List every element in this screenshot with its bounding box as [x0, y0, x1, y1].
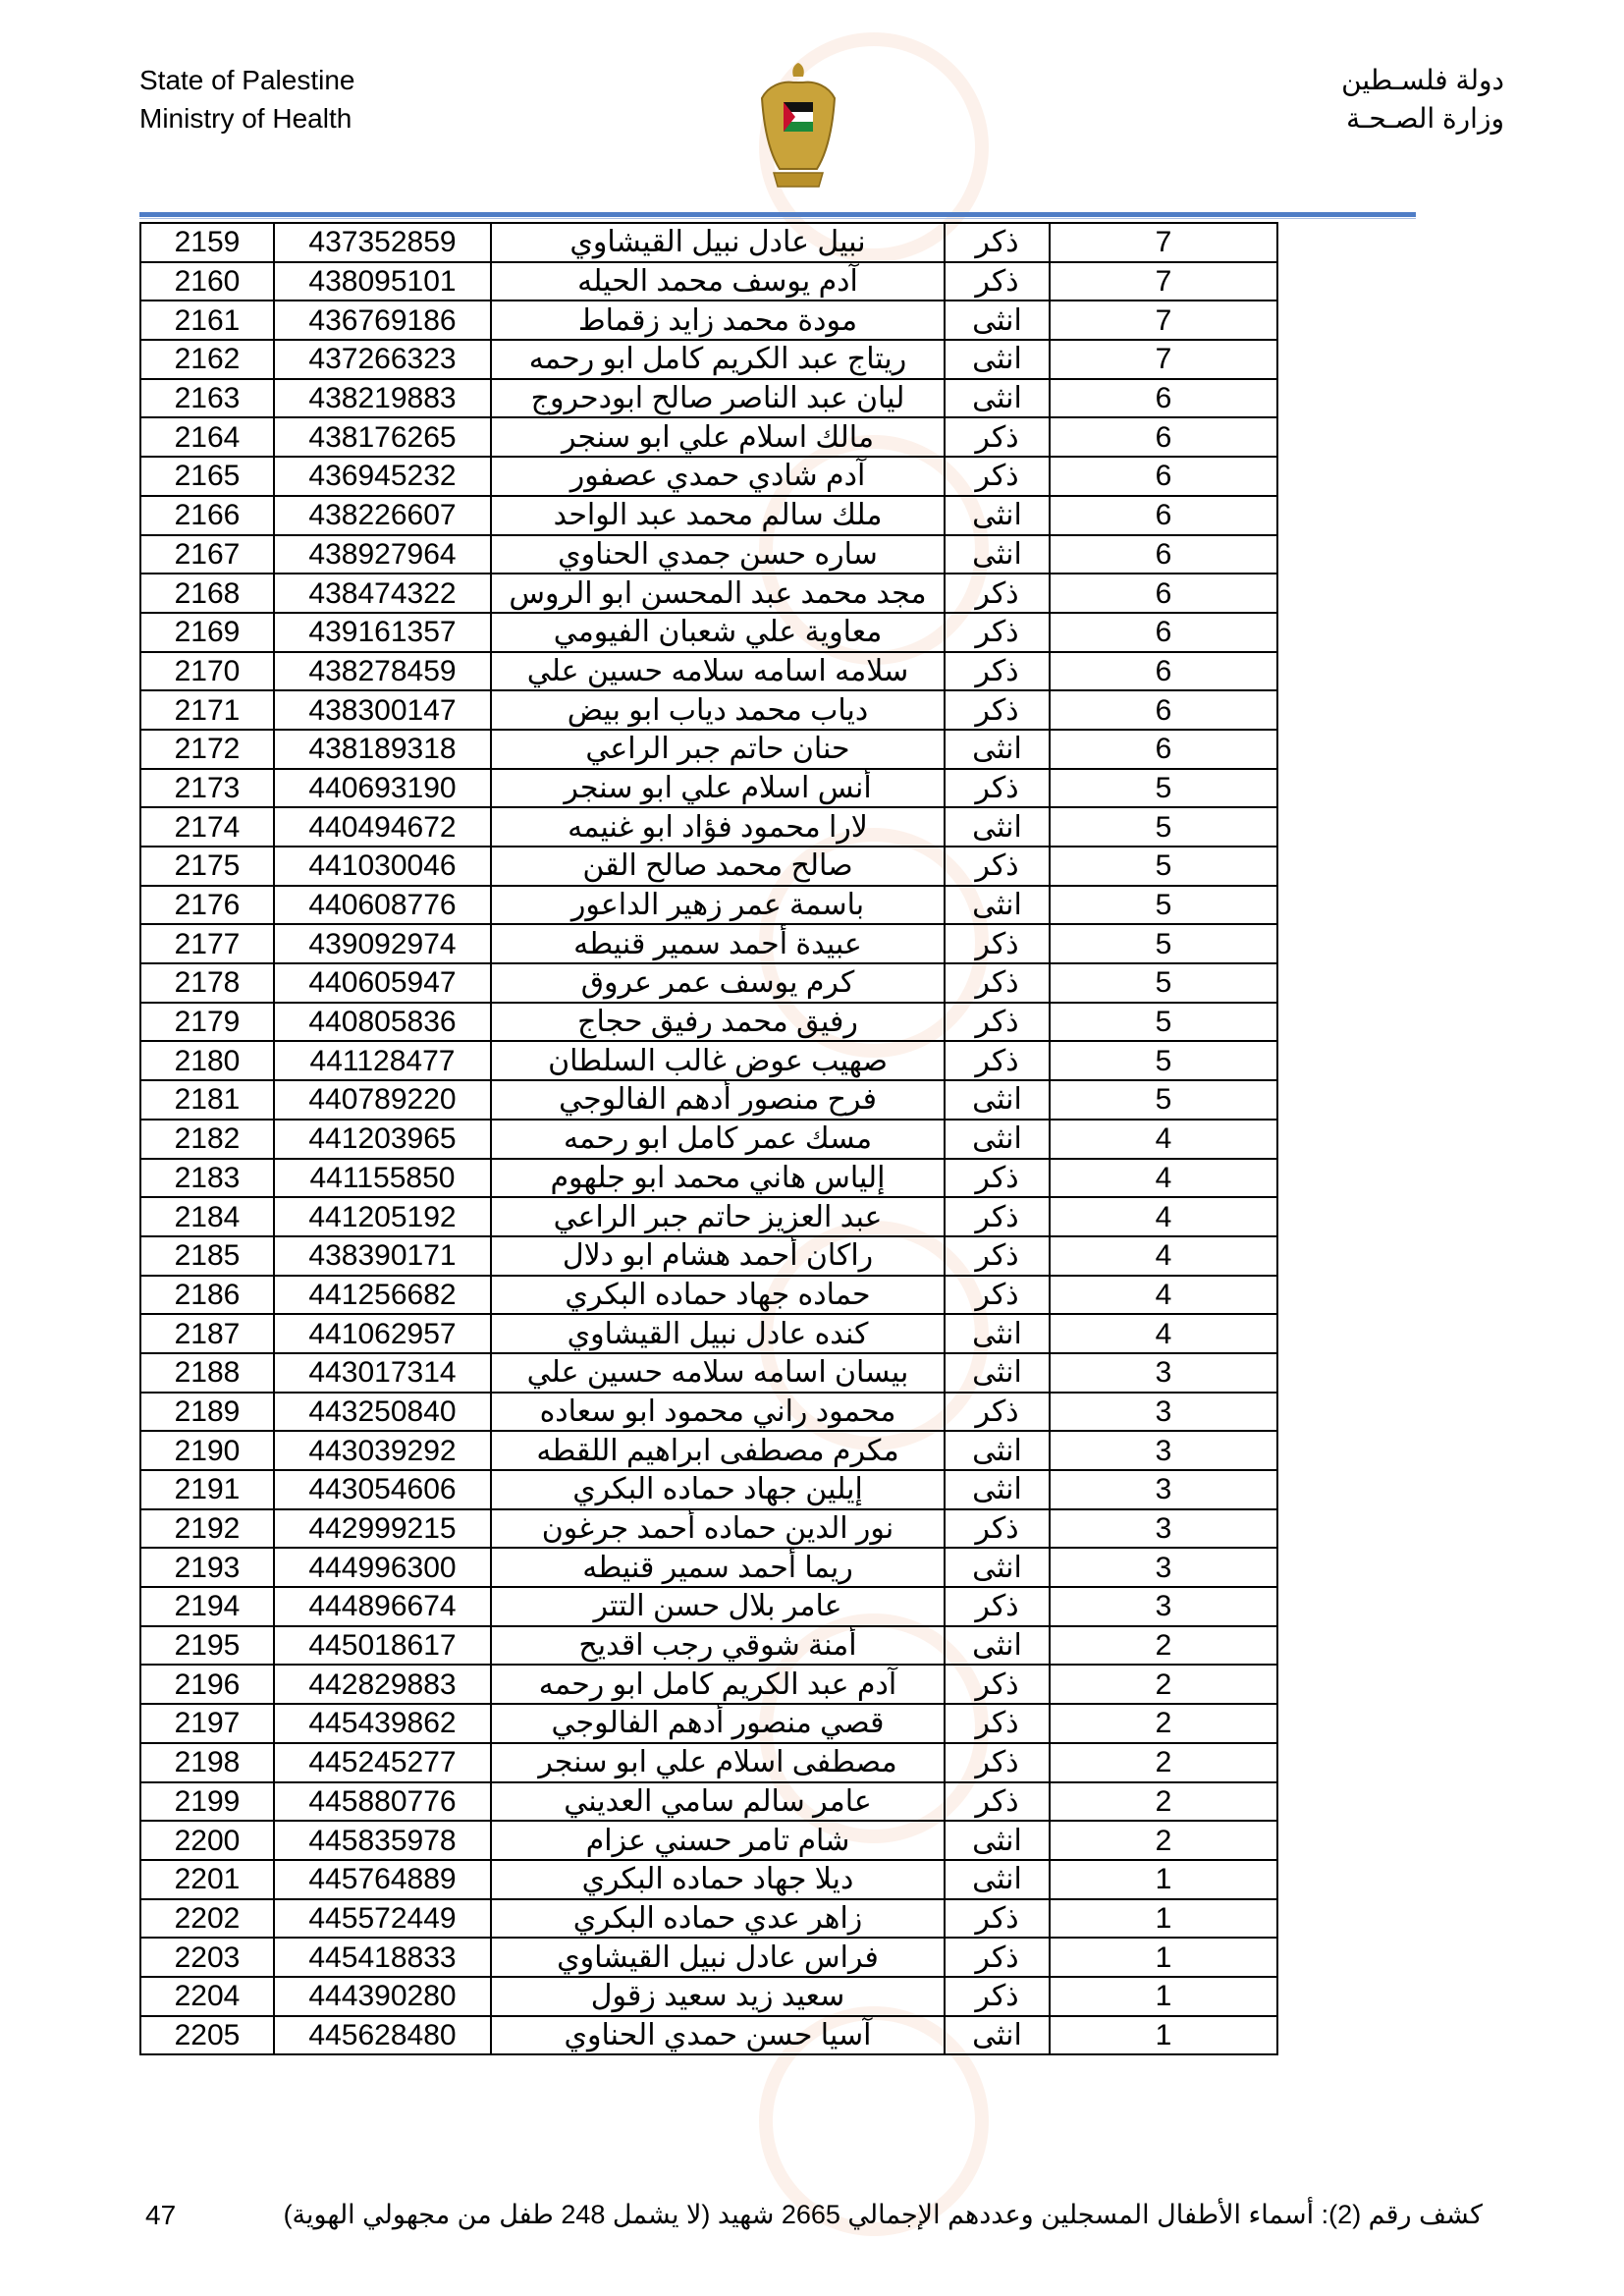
row-age-cell: 1 — [1050, 2016, 1277, 2055]
row-seq-cell: 2191 — [140, 1470, 274, 1509]
row-age-cell: 2 — [1050, 1626, 1277, 1666]
row-age-cell: 2 — [1050, 1821, 1277, 1860]
row-seq-cell: 2183 — [140, 1159, 274, 1198]
row-seq-cell: 2201 — [140, 1860, 274, 1899]
table-row — [140, 847, 1277, 886]
row-id-cell: 443054606 — [274, 1470, 491, 1509]
table-row — [140, 652, 1277, 691]
row-seq-cell: 2160 — [140, 262, 274, 301]
row-age-cell: 3 — [1050, 1548, 1277, 1587]
row-id-cell: 440805836 — [274, 1003, 491, 1042]
row-name-cell: مجد محمد عبد المحسن ابو الروس — [491, 574, 945, 613]
row-sex-cell: انثى — [945, 886, 1050, 925]
row-id-cell: 436945232 — [274, 457, 491, 496]
row-sex-cell: ذكر — [945, 1041, 1050, 1080]
row-sex-cell: انثى — [945, 2016, 1050, 2055]
row-sex-cell: ذكر — [945, 1704, 1050, 1743]
row-name-cell: سعيد زيد سعيد زقول — [491, 1977, 945, 2016]
table-row — [140, 1938, 1277, 1977]
row-id-cell: 445764889 — [274, 1860, 491, 1899]
table-row — [140, 417, 1277, 457]
row-id-cell: 439161357 — [274, 613, 491, 652]
row-name-cell: محمود راني محمود ابو سعاده — [491, 1393, 945, 1432]
row-seq-cell: 2174 — [140, 807, 274, 847]
row-age-cell: 4 — [1050, 1276, 1277, 1315]
row-seq-cell: 2162 — [140, 340, 274, 379]
row-age-cell: 1 — [1050, 1938, 1277, 1977]
table-row — [140, 1353, 1277, 1393]
row-name-cell: راكان أحمد هشام ابو دلال — [491, 1236, 945, 1276]
row-age-cell: 5 — [1050, 847, 1277, 886]
row-seq-cell: 2195 — [140, 1626, 274, 1666]
row-id-cell: 445018617 — [274, 1626, 491, 1666]
row-seq-cell: 2178 — [140, 963, 274, 1003]
row-seq-cell: 2199 — [140, 1782, 274, 1822]
row-sex-cell: ذكر — [945, 1393, 1050, 1432]
registry-table — [139, 222, 1278, 2055]
row-name-cell: ليان عبد الناصر صالح ابودحروج — [491, 379, 945, 418]
page-number: 47 — [145, 2200, 177, 2230]
row-name-cell: ريتاج عبد الكريم كامل ابو رحمه — [491, 340, 945, 379]
row-id-cell: 440605947 — [274, 963, 491, 1003]
row-sex-cell: ذكر — [945, 690, 1050, 730]
row-name-cell: باسمة عمر زهير الداعور — [491, 886, 945, 925]
row-age-cell: 5 — [1050, 1080, 1277, 1120]
row-seq-cell: 2172 — [140, 730, 274, 769]
row-name-cell: مالك اسلام علي ابو سنجر — [491, 417, 945, 457]
row-sex-cell: انثى — [945, 1120, 1050, 1159]
header-ministry-en: Ministry of Health — [139, 103, 352, 134]
row-id-cell: 441256682 — [274, 1276, 491, 1315]
row-id-cell: 438390171 — [274, 1236, 491, 1276]
row-sex-cell: ذكر — [945, 574, 1050, 613]
row-name-cell: صالح محمد صالح القن — [491, 847, 945, 886]
row-age-cell: 2 — [1050, 1743, 1277, 1782]
row-seq-cell: 2173 — [140, 769, 274, 808]
row-id-cell: 438176265 — [274, 417, 491, 457]
row-seq-cell: 2159 — [140, 223, 274, 262]
header-country-ar: دولة فلسـطين — [1341, 65, 1504, 95]
table-row — [140, 1197, 1277, 1236]
row-id-cell: 438300147 — [274, 690, 491, 730]
table-row — [140, 730, 1277, 769]
row-age-cell: 6 — [1050, 652, 1277, 691]
row-sex-cell: ذكر — [945, 1587, 1050, 1626]
table-row — [140, 1236, 1277, 1276]
row-age-cell: 2 — [1050, 1782, 1277, 1822]
row-age-cell: 3 — [1050, 1353, 1277, 1393]
row-name-cell: نبيل عادل نبيل القيشاوي — [491, 223, 945, 262]
row-id-cell: 445835978 — [274, 1821, 491, 1860]
palestine-eagle-emblem-icon — [754, 59, 842, 194]
table-row — [140, 1899, 1277, 1939]
row-seq-cell: 2184 — [140, 1197, 274, 1236]
row-id-cell: 440789220 — [274, 1080, 491, 1120]
table-row — [140, 2016, 1277, 2055]
row-name-cell: ريما أحمد سمير قنيطه — [491, 1548, 945, 1587]
row-age-cell: 6 — [1050, 379, 1277, 418]
table-row — [140, 1003, 1277, 1042]
table-row — [140, 1548, 1277, 1587]
row-sex-cell: ذكر — [945, 847, 1050, 886]
table-row — [140, 496, 1277, 535]
row-seq-cell: 2200 — [140, 1821, 274, 1860]
row-seq-cell: 2198 — [140, 1743, 274, 1782]
row-age-cell: 6 — [1050, 417, 1277, 457]
row-age-cell: 3 — [1050, 1587, 1277, 1626]
row-name-cell: آدم شادي حمدي عصفور — [491, 457, 945, 496]
row-id-cell: 441062957 — [274, 1314, 491, 1353]
row-seq-cell: 2189 — [140, 1393, 274, 1432]
row-id-cell: 441030046 — [274, 847, 491, 886]
row-sex-cell: ذكر — [945, 1782, 1050, 1822]
row-sex-cell: ذكر — [945, 1899, 1050, 1939]
row-name-cell: حنان حاتم جبر الراعي — [491, 730, 945, 769]
row-id-cell: 438278459 — [274, 652, 491, 691]
row-age-cell: 5 — [1050, 1041, 1277, 1080]
header-right — [1341, 61, 1504, 137]
table-row — [140, 690, 1277, 730]
row-age-cell: 3 — [1050, 1509, 1277, 1549]
row-seq-cell: 2190 — [140, 1431, 274, 1470]
row-sex-cell: انثى — [945, 1431, 1050, 1470]
row-age-cell: 2 — [1050, 1704, 1277, 1743]
row-sex-cell: ذكر — [945, 1159, 1050, 1198]
row-age-cell: 3 — [1050, 1470, 1277, 1509]
row-sex-cell: انثى — [945, 1314, 1050, 1353]
row-sex-cell: ذكر — [945, 1938, 1050, 1977]
row-id-cell: 444896674 — [274, 1587, 491, 1626]
row-name-cell: ديلا جهاد حماده البكري — [491, 1860, 945, 1899]
row-sex-cell: ذكر — [945, 613, 1050, 652]
row-id-cell: 442829883 — [274, 1665, 491, 1704]
row-sex-cell: ذكر — [945, 652, 1050, 691]
table-row — [140, 1509, 1277, 1549]
row-sex-cell: انثى — [945, 496, 1050, 535]
row-name-cell: عبيدة أحمد سمير قنيطه — [491, 924, 945, 963]
table-row — [140, 1120, 1277, 1159]
row-name-cell: رفيق محمد رفيق حجاج — [491, 1003, 945, 1042]
row-age-cell: 7 — [1050, 262, 1277, 301]
row-name-cell: سلامه اسامه سلامه حسين علي — [491, 652, 945, 691]
row-sex-cell: ذكر — [945, 924, 1050, 963]
row-name-cell: آدم عبد الكريم كامل ابو رحمه — [491, 1665, 945, 1704]
row-name-cell: فرح منصور أدهم الفالوجي — [491, 1080, 945, 1120]
row-name-cell: أمنة شوقي رجب اقديح — [491, 1626, 945, 1666]
table-row — [140, 886, 1277, 925]
table-row — [140, 340, 1277, 379]
row-age-cell: 1 — [1050, 1860, 1277, 1899]
row-age-cell: 7 — [1050, 223, 1277, 262]
row-seq-cell: 2193 — [140, 1548, 274, 1587]
row-sex-cell: انثى — [945, 379, 1050, 418]
row-age-cell: 6 — [1050, 496, 1277, 535]
row-age-cell: 1 — [1050, 1899, 1277, 1939]
table-row — [140, 223, 1277, 262]
row-name-cell: بيسان اسامه سلامه حسين علي — [491, 1353, 945, 1393]
row-name-cell: معاوية علي شعبان الفيومي — [491, 613, 945, 652]
row-sex-cell: انثى — [945, 807, 1050, 847]
table-row — [140, 1080, 1277, 1120]
row-sex-cell: ذكر — [945, 262, 1050, 301]
row-sex-cell: ذكر — [945, 769, 1050, 808]
row-seq-cell: 2169 — [140, 613, 274, 652]
row-name-cell: مسك عمر كامل ابو رحمه — [491, 1120, 945, 1159]
row-seq-cell: 2185 — [140, 1236, 274, 1276]
header-ministry-ar: وزارة الصـحـة — [1346, 103, 1504, 134]
row-sex-cell: ذكر — [945, 1509, 1050, 1549]
table-row — [140, 457, 1277, 496]
row-age-cell: 4 — [1050, 1159, 1277, 1198]
row-name-cell: إيلين جهاد حماده البكري — [491, 1470, 945, 1509]
row-id-cell: 443017314 — [274, 1353, 491, 1393]
row-age-cell: 7 — [1050, 301, 1277, 340]
row-id-cell: 445439862 — [274, 1704, 491, 1743]
row-age-cell: 5 — [1050, 963, 1277, 1003]
row-age-cell: 4 — [1050, 1236, 1277, 1276]
row-age-cell: 3 — [1050, 1431, 1277, 1470]
row-id-cell: 441203965 — [274, 1120, 491, 1159]
table-row — [140, 1041, 1277, 1080]
table-row — [140, 1782, 1277, 1822]
row-age-cell: 4 — [1050, 1314, 1277, 1353]
row-seq-cell: 2180 — [140, 1041, 274, 1080]
table-row — [140, 301, 1277, 340]
row-name-cell: شام تامر حسني عزام — [491, 1821, 945, 1860]
table-row — [140, 1977, 1277, 2016]
row-sex-cell: ذكر — [945, 1276, 1050, 1315]
row-name-cell: آدم يوسف محمد الحيله — [491, 262, 945, 301]
row-sex-cell: ذكر — [945, 457, 1050, 496]
row-id-cell: 441128477 — [274, 1041, 491, 1080]
header-left — [139, 61, 354, 137]
row-name-cell: قصي منصور أدهم الفالوجي — [491, 1704, 945, 1743]
row-name-cell: لارا محمود فؤاد ابو غنيمه — [491, 807, 945, 847]
row-id-cell: 437266323 — [274, 340, 491, 379]
row-age-cell: 5 — [1050, 769, 1277, 808]
row-seq-cell: 2187 — [140, 1314, 274, 1353]
row-seq-cell: 2196 — [140, 1665, 274, 1704]
row-seq-cell: 2175 — [140, 847, 274, 886]
table-row — [140, 535, 1277, 574]
row-age-cell: 5 — [1050, 886, 1277, 925]
row-id-cell: 437352859 — [274, 223, 491, 262]
row-seq-cell: 2202 — [140, 1899, 274, 1939]
row-seq-cell: 2163 — [140, 379, 274, 418]
row-age-cell: 4 — [1050, 1120, 1277, 1159]
row-id-cell: 443250840 — [274, 1393, 491, 1432]
table-row — [140, 1431, 1277, 1470]
row-name-cell: فراس عادل نبيل القيشاوي — [491, 1938, 945, 1977]
row-seq-cell: 2197 — [140, 1704, 274, 1743]
row-seq-cell: 2171 — [140, 690, 274, 730]
row-age-cell: 6 — [1050, 535, 1277, 574]
table-row — [140, 807, 1277, 847]
row-age-cell: 6 — [1050, 730, 1277, 769]
table-row — [140, 1704, 1277, 1743]
footer-caption: كشف رقم (2): أسماء الأطفال المسجلين وعددهم الإجمالي 2665 شهيد (لا يشمل 248 طفل من مجهولي الهوية) — [283, 2200, 1483, 2229]
table-row — [140, 1665, 1277, 1704]
row-id-cell: 442999215 — [274, 1509, 491, 1549]
row-name-cell: أنس اسلام علي ابو سنجر — [491, 769, 945, 808]
row-id-cell: 445418833 — [274, 1938, 491, 1977]
row-id-cell: 445572449 — [274, 1899, 491, 1939]
row-name-cell: عامر سالم سامي العديني — [491, 1782, 945, 1822]
row-sex-cell: انثى — [945, 535, 1050, 574]
row-seq-cell: 2203 — [140, 1938, 274, 1977]
row-sex-cell: انثى — [945, 1548, 1050, 1587]
row-seq-cell: 2205 — [140, 2016, 274, 2055]
row-age-cell: 4 — [1050, 1197, 1277, 1236]
row-seq-cell: 2170 — [140, 652, 274, 691]
row-seq-cell: 2168 — [140, 574, 274, 613]
row-sex-cell: انثى — [945, 1821, 1050, 1860]
row-id-cell: 443039292 — [274, 1431, 491, 1470]
row-sex-cell: ذكر — [945, 1003, 1050, 1042]
row-age-cell: 6 — [1050, 613, 1277, 652]
row-age-cell: 6 — [1050, 574, 1277, 613]
registry-table-body — [140, 223, 1277, 2054]
row-sex-cell: ذكر — [945, 1236, 1050, 1276]
table-row — [140, 1276, 1277, 1315]
row-seq-cell: 2194 — [140, 1587, 274, 1626]
row-sex-cell: انثى — [945, 730, 1050, 769]
row-sex-cell: انثى — [945, 1080, 1050, 1120]
row-id-cell: 438219883 — [274, 379, 491, 418]
row-age-cell: 5 — [1050, 1003, 1277, 1042]
row-seq-cell: 2164 — [140, 417, 274, 457]
row-seq-cell: 2186 — [140, 1276, 274, 1315]
row-id-cell: 444996300 — [274, 1548, 491, 1587]
row-age-cell: 1 — [1050, 1977, 1277, 2016]
table-row — [140, 1393, 1277, 1432]
row-seq-cell: 2176 — [140, 886, 274, 925]
header-rule — [139, 212, 1416, 217]
row-age-cell: 7 — [1050, 340, 1277, 379]
row-age-cell: 2 — [1050, 1665, 1277, 1704]
row-id-cell: 445880776 — [274, 1782, 491, 1822]
row-sex-cell: انثى — [945, 1626, 1050, 1666]
row-sex-cell: ذكر — [945, 1197, 1050, 1236]
row-id-cell: 441205192 — [274, 1197, 491, 1236]
table-row — [140, 262, 1277, 301]
row-name-cell: عامر بلال حسن التتر — [491, 1587, 945, 1626]
table-row — [140, 574, 1277, 613]
table-row — [140, 1470, 1277, 1509]
row-seq-cell: 2177 — [140, 924, 274, 963]
row-seq-cell: 2179 — [140, 1003, 274, 1042]
row-seq-cell: 2161 — [140, 301, 274, 340]
table-row — [140, 1743, 1277, 1782]
row-seq-cell: 2204 — [140, 1977, 274, 2016]
row-sex-cell: انثى — [945, 340, 1050, 379]
row-id-cell: 440693190 — [274, 769, 491, 808]
table-row — [140, 963, 1277, 1003]
row-id-cell: 444390280 — [274, 1977, 491, 2016]
row-id-cell: 441155850 — [274, 1159, 491, 1198]
table-row — [140, 1860, 1277, 1899]
row-name-cell: عبد العزيز حاتم جبر الراعي — [491, 1197, 945, 1236]
row-seq-cell: 2181 — [140, 1080, 274, 1120]
row-sex-cell: ذكر — [945, 1743, 1050, 1782]
row-name-cell: كرم يوسف عمر عروق — [491, 963, 945, 1003]
row-name-cell: مودة محمد زايد زقماط — [491, 301, 945, 340]
row-seq-cell: 2166 — [140, 496, 274, 535]
row-sex-cell: انثى — [945, 1353, 1050, 1393]
row-age-cell: 6 — [1050, 457, 1277, 496]
row-seq-cell: 2188 — [140, 1353, 274, 1393]
table-row — [140, 1587, 1277, 1626]
row-sex-cell: انثى — [945, 1470, 1050, 1509]
row-name-cell: إلياس هاني محمد ابو جلهوم — [491, 1159, 945, 1198]
row-age-cell: 6 — [1050, 690, 1277, 730]
table-row — [140, 769, 1277, 808]
table-row — [140, 1626, 1277, 1666]
row-name-cell: ساره حسن جمدي الحناوي — [491, 535, 945, 574]
row-name-cell: آسيا حسن حمدي الحناوي — [491, 2016, 945, 2055]
row-sex-cell: ذكر — [945, 223, 1050, 262]
row-name-cell: مكرم مصطفى ابراهيم اللقطه — [491, 1431, 945, 1470]
row-name-cell: دياب محمد دياب ابو بيض — [491, 690, 945, 730]
row-name-cell: نور الدين حماده أحمد جرغون — [491, 1509, 945, 1549]
row-name-cell: مصطفى اسلام علي ابو سنجر — [491, 1743, 945, 1782]
row-name-cell: حماده جهاد حماده البكري — [491, 1276, 945, 1315]
header-rule-thin — [139, 218, 1416, 219]
table-row — [140, 613, 1277, 652]
row-name-cell: ملك سالم محمد عبد الواحد — [491, 496, 945, 535]
table-row — [140, 1821, 1277, 1860]
row-sex-cell: انثى — [945, 1860, 1050, 1899]
row-id-cell: 440494672 — [274, 807, 491, 847]
row-sex-cell: ذكر — [945, 963, 1050, 1003]
row-name-cell: كنده عادل نبيل القيشاوي — [491, 1314, 945, 1353]
row-age-cell: 3 — [1050, 1393, 1277, 1432]
row-id-cell: 438226607 — [274, 496, 491, 535]
row-seq-cell: 2182 — [140, 1120, 274, 1159]
row-id-cell: 436769186 — [274, 301, 491, 340]
table-row — [140, 1159, 1277, 1198]
row-id-cell: 438095101 — [274, 262, 491, 301]
table-row — [140, 379, 1277, 418]
row-id-cell: 445628480 — [274, 2016, 491, 2055]
row-seq-cell: 2192 — [140, 1509, 274, 1549]
table-row — [140, 924, 1277, 963]
row-seq-cell: 2167 — [140, 535, 274, 574]
row-id-cell: 439092974 — [274, 924, 491, 963]
row-sex-cell: انثى — [945, 301, 1050, 340]
row-age-cell: 5 — [1050, 924, 1277, 963]
header-country-en: State of Palestine — [139, 65, 355, 95]
row-seq-cell: 2165 — [140, 457, 274, 496]
row-id-cell: 440608776 — [274, 886, 491, 925]
row-id-cell: 438189318 — [274, 730, 491, 769]
row-sex-cell: ذكر — [945, 1977, 1050, 2016]
row-name-cell: صهيب عوض غالب السلطان — [491, 1041, 945, 1080]
row-name-cell: زاهر عدي حماده البكري — [491, 1899, 945, 1939]
row-sex-cell: ذكر — [945, 1665, 1050, 1704]
table-row — [140, 1314, 1277, 1353]
row-sex-cell: ذكر — [945, 417, 1050, 457]
row-id-cell: 438474322 — [274, 574, 491, 613]
row-id-cell: 438927964 — [274, 535, 491, 574]
row-age-cell: 5 — [1050, 807, 1277, 847]
row-id-cell: 445245277 — [274, 1743, 491, 1782]
